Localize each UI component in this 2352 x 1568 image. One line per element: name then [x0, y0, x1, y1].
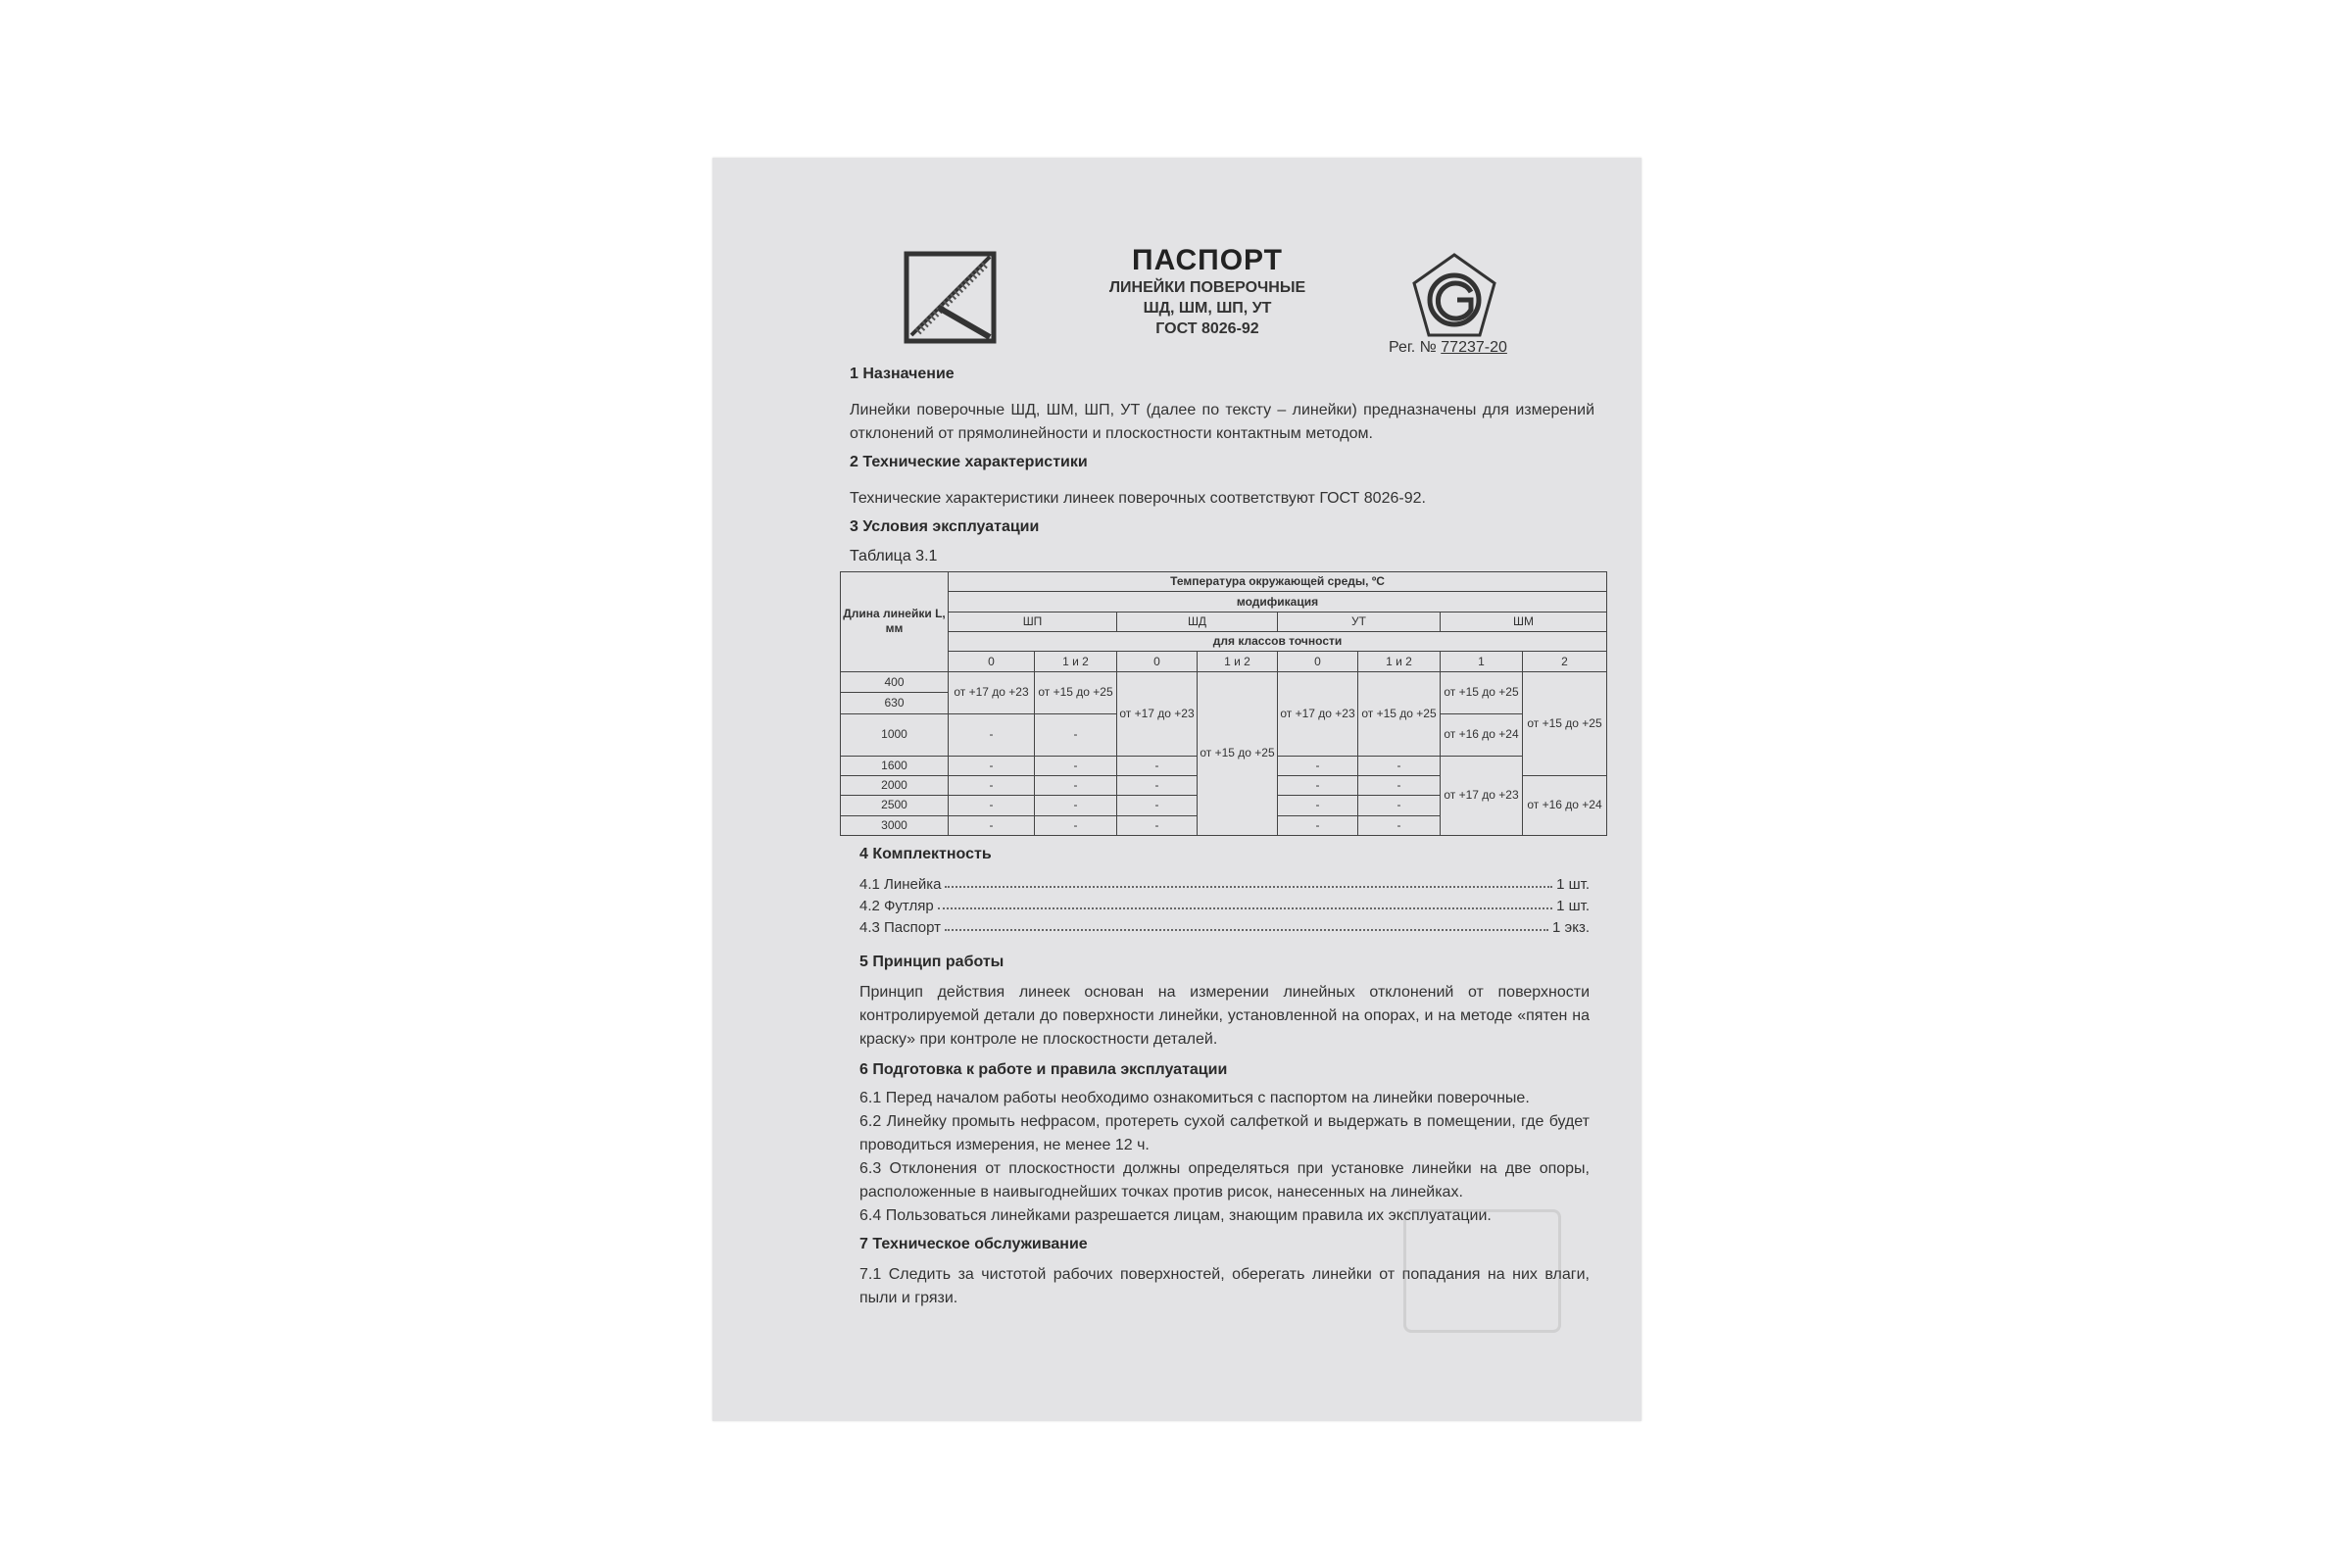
length-cell: 3000	[841, 815, 949, 835]
dash-cell: -	[1278, 815, 1358, 835]
dash-cell: -	[1358, 815, 1441, 835]
item-label: 4.1 Линейка	[859, 876, 942, 893]
reg-number: 77237-20	[1441, 339, 1507, 356]
dash-cell: -	[1035, 796, 1117, 815]
completeness-list	[859, 871, 1590, 936]
section-7-text: 7.1 Следить за чистотой рабочих поверхностей, оберегать линейки от попадания на них влаги, пыли и грязи.	[859, 1266, 1590, 1306]
list-item	[859, 871, 1590, 893]
class-cell: 1	[1441, 652, 1523, 671]
subtitle-line-1: ЛИНЕЙКИ ПОВЕРОЧНЫЕ	[1108, 279, 1306, 296]
length-cell: 1000	[841, 713, 949, 756]
leader-dots	[945, 929, 1548, 931]
dash-cell: -	[1035, 756, 1117, 775]
class-cell: 1 и 2	[1358, 652, 1441, 671]
dash-cell: -	[1117, 775, 1198, 795]
value-cell: от +17 до +23	[1278, 671, 1358, 756]
dash-cell: -	[949, 713, 1035, 756]
passport-sheet	[712, 158, 1642, 1421]
class-cell: 2	[1523, 652, 1607, 671]
class-cell: 0	[1117, 652, 1198, 671]
length-cell: 2500	[841, 796, 949, 815]
dash-cell: -	[1358, 756, 1441, 775]
paragraph-6-2: 6.2 Линейку промыть нефрасом, протереть сухой салфеткой и выдержать в помещении, где будет проводиться измерения, не менее 12 ч.	[859, 1113, 1590, 1153]
dash-cell: -	[949, 775, 1035, 795]
section-4-heading: 4 Комплектность	[859, 846, 992, 862]
mod-shd: ШД	[1117, 612, 1278, 631]
dash-cell: -	[1035, 713, 1117, 756]
class-cell: 1 и 2	[1035, 652, 1117, 671]
value-cell: от +15 до +25	[1523, 671, 1607, 775]
section-1-heading: 1 Назначение	[850, 366, 955, 382]
dash-cell: -	[949, 815, 1035, 835]
mod-shm: ШМ	[1441, 612, 1607, 631]
value-cell: от +17 до +23	[949, 671, 1035, 713]
dash-cell: -	[1278, 756, 1358, 775]
item-label: 4.2 Футляр	[859, 898, 934, 914]
section-2-heading: 2 Технические характеристики	[850, 454, 1088, 470]
value-cell: от +17 до +23	[1441, 756, 1523, 836]
dash-cell: -	[1035, 775, 1117, 795]
value-cell: от +15 до +25	[1441, 671, 1523, 713]
table-caption: Таблица 3.1	[850, 548, 938, 564]
value-cell: от +17 до +23	[1117, 671, 1198, 756]
section-2-text: Технические характеристики линеек поверочных соответствуют ГОСТ 8026-92.	[850, 490, 1426, 507]
dash-cell: -	[949, 796, 1035, 815]
operating-conditions-table	[840, 571, 1607, 836]
subtitle-line-2: ШД, ШМ, ШП, УТ	[1143, 300, 1272, 317]
leader-dots	[945, 886, 1552, 888]
reg-label: Рег. №	[1389, 339, 1437, 356]
item-label: 4.3 Паспорт	[859, 919, 941, 936]
section-1-text: Линейки поверочные ШД, ШМ, ШП, УТ (далее по тексту – линейки) предназначены для измерений отклонений от прямолинейности и плоскостности контактным методом.	[850, 402, 1594, 442]
document-header	[1060, 244, 1354, 339]
item-qty: 1 шт.	[1556, 876, 1590, 893]
section-6-body	[859, 1087, 1590, 1228]
subtitle-line-3: ГОСТ 8026-92	[1155, 320, 1259, 337]
dash-cell: -	[1117, 815, 1198, 835]
paragraph-6-4: 6.4 Пользоваться линейками разрешается лицам, знающим правила их эксплуатации.	[859, 1207, 1492, 1224]
mod-shp: ШП	[949, 612, 1117, 631]
section-5-heading: 5 Принцип работы	[859, 954, 1004, 970]
section-6-heading: 6 Подготовка к работе и правила эксплуатации	[859, 1061, 1228, 1078]
dash-cell: -	[1117, 796, 1198, 815]
length-cell: 400	[841, 671, 949, 692]
dash-cell: -	[1035, 815, 1117, 835]
value-cell: от +16 до +24	[1523, 775, 1607, 835]
item-qty: 1 шт.	[1556, 898, 1590, 914]
list-item	[859, 914, 1590, 936]
classes-header: для классов точности	[949, 632, 1607, 652]
dash-cell: -	[1358, 796, 1441, 815]
value-cell: от +15 до +25	[1358, 671, 1441, 756]
value-cell: от +15 до +25	[1198, 671, 1278, 835]
paragraph-6-1: 6.1 Перед началом работы необходимо ознакомиться с паспортом на линейки поверочные.	[859, 1090, 1530, 1106]
leader-dots	[938, 907, 1552, 909]
length-cell: 2000	[841, 775, 949, 795]
section-7-heading: 7 Техническое обслуживание	[859, 1236, 1088, 1252]
col-length-header: Длина линейки L, мм	[841, 572, 949, 672]
value-cell: от +15 до +25	[1035, 671, 1117, 713]
certification-mark-icon	[1410, 251, 1498, 344]
mod-ut: УТ	[1278, 612, 1441, 631]
item-qty: 1 экз.	[1552, 919, 1590, 936]
faded-stamp	[1403, 1209, 1561, 1333]
company-logo-icon	[904, 251, 997, 344]
temperature-header: Температура окружающей среды, ºС	[949, 572, 1607, 592]
registration-number	[1389, 339, 1507, 357]
length-cell: 1600	[841, 756, 949, 775]
class-cell: 0	[949, 652, 1035, 671]
dash-cell: -	[1117, 756, 1198, 775]
dash-cell: -	[1358, 775, 1441, 795]
paragraph-6-3: 6.3 Отклонения от плоскостности должны определяться при установке линейки на две опоры, расположенные в наивыгоднейших точках против рисок, нанесенных на линейках.	[859, 1160, 1590, 1200]
value-cell: от +16 до +24	[1441, 713, 1523, 756]
class-cell: 0	[1278, 652, 1358, 671]
length-cell: 630	[841, 693, 949, 713]
dash-cell: -	[949, 756, 1035, 775]
dash-cell: -	[1278, 796, 1358, 815]
section-3-heading: 3 Условия эксплуатации	[850, 518, 1040, 535]
document-title: ПАСПОРТ	[1132, 244, 1283, 276]
modification-header: модификация	[949, 592, 1607, 612]
dash-cell: -	[1278, 775, 1358, 795]
list-item	[859, 893, 1590, 914]
section-5-text: Принцип действия линеек основан на измерении линейных отклонений от поверхности контролируемой детали до поверхности линейки, установленной на опорах, и на методе «пятен на краску» при контроле не плоскостности деталей.	[859, 984, 1590, 1048]
class-cell: 1 и 2	[1198, 652, 1278, 671]
